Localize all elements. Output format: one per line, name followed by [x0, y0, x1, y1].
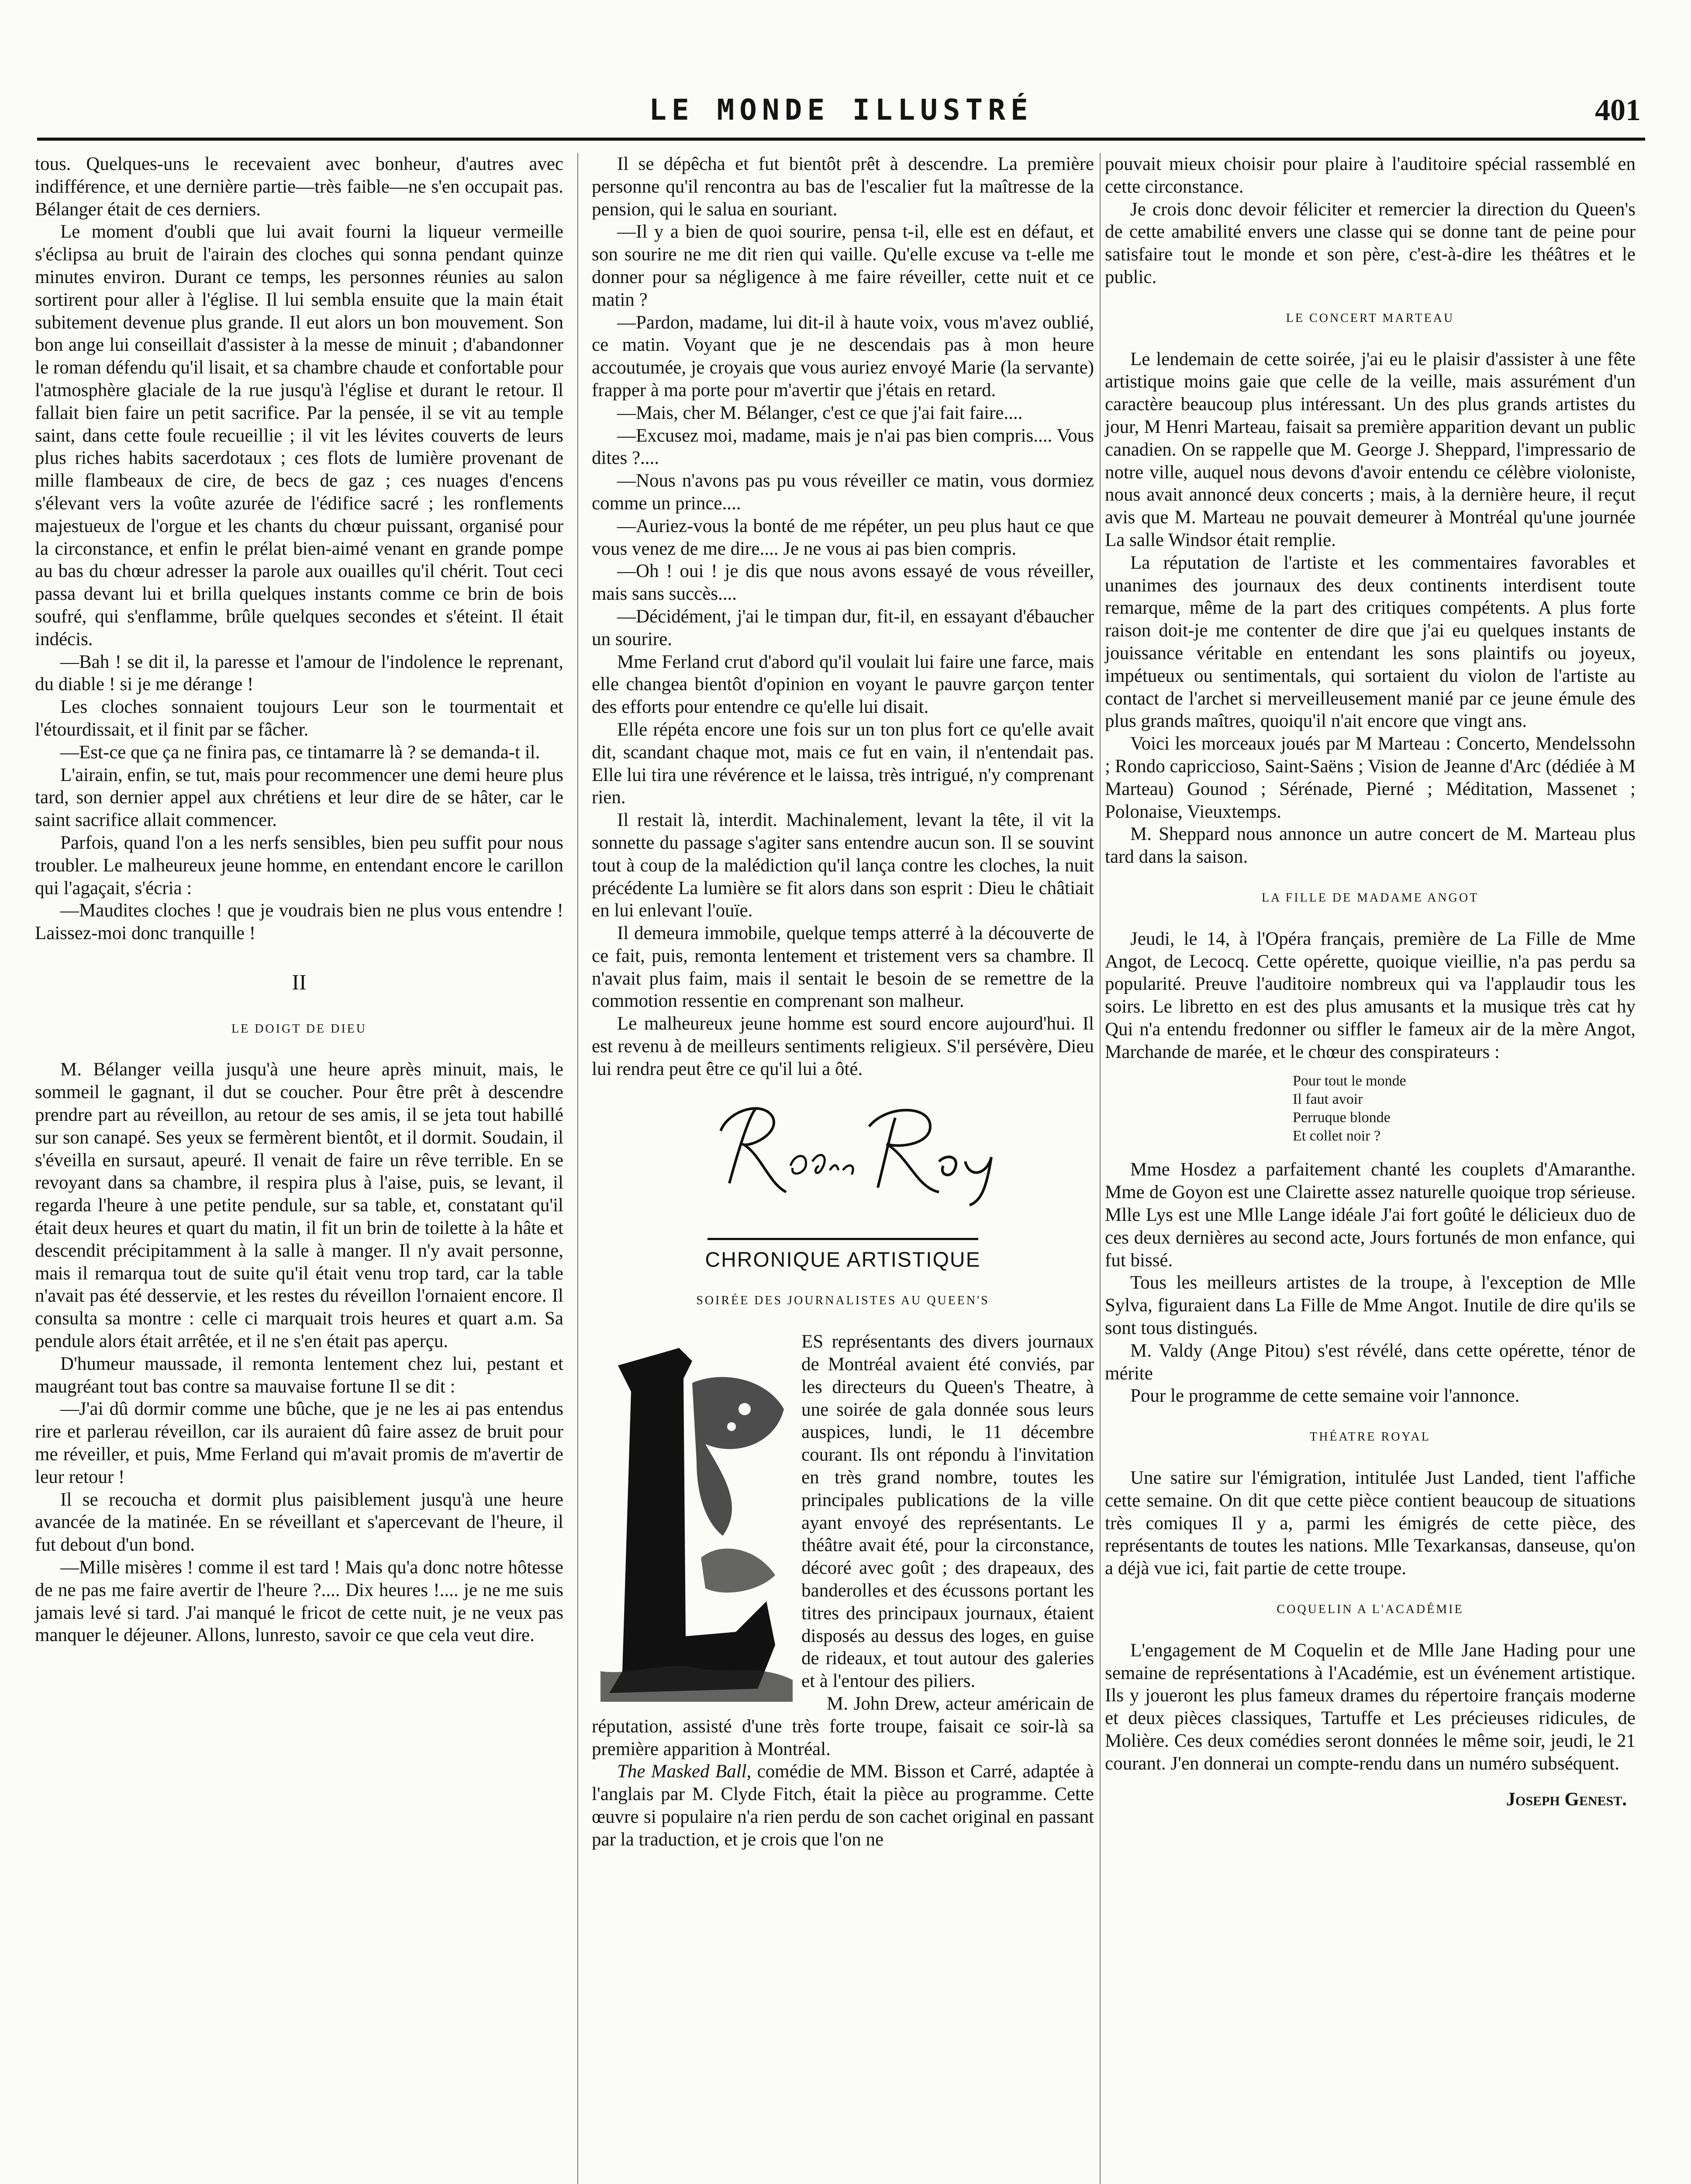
play-title: The Masked Ball, [617, 1761, 752, 1782]
song-verse [1293, 1072, 1636, 1145]
paragraph: Elle répéta encore une fois sur un ton plus fort ce qu'elle avait dit, scandant chaque mot, mais ce fut en vain, il n'entendait pas. Elle lui tira une révérence et le laissa, très intrigué, n'y comprenant rien. [592, 719, 1094, 808]
section-number: II [292, 969, 307, 994]
paragraph: La réputation de l'artiste et les commentaires favorables et unanimes des journaux des deux continents interdisent toute remarque, même de la part des critiques compétents. A plus forte raison doit-je me contenter de dire que j'ai eu quelques instants de jouissance véritable en entendant les sons plaintifs ou joyeux, impétueux ou sentimentals, qui sortaient du violon de l'artiste au contact de l'archet si merveilleusement manié par ce jeune émule des plus grands maîtres, quoiqu'il n'ait encore que vingt ans. [1105, 552, 1636, 732]
paragraph: Voici les morceaux joués par M Marteau : Concerto, Mendelssohn ; Rondo capriccioso, Saint-Saëns ; Vision de Jeanne d'Arc (dédiée à M Marteau) Gounod ; Sérénade, Pierné ; Méditation, Massenet ; Polonaise, Vieuxtemps. [1105, 733, 1636, 822]
section-divider [707, 1238, 978, 1240]
paragraph: —Décidément, j'ai le timpan dur, fit-il, en essayant d'ébaucher un sourire. [592, 606, 1094, 650]
paragraph: Il demeura immobile, quelque temps atterré à la découverte de ce fait, puis, remonta lentement et tristement vers sa chambre. Il n'avait plus faim, mais il sentait le besoin de se remettre de la commotion ressentie en comprenant son malheur. [592, 923, 1094, 1012]
drop-cap-illustration [592, 1330, 793, 1702]
section-title: LE DOIGT DE DIEU [231, 1022, 367, 1036]
paragraph: Il restait là, interdit. Machinalement, levant la tête, il vit la sonnette du passage s'agiter sans entendre aucun son. Il se souvint tout à coup de la malédiction qu'il lança contre les cloches, la nuit précédente La lumière se fit alors dans son esprit : Dieu le châtiait en lui enlevant l'ouïe. [592, 810, 1094, 921]
paragraph: —J'ai dû dormir comme une bûche, que je ne les ai pas entendus rire et parlerau réveillon, car ils auraient dû faire assez de bruit pour me réveiller, et puis, Mme Ferland qui m'avait promis de m'avertir de leur retour ! [35, 1399, 563, 1487]
coquelin-title: COQUELIN A L'ACADÉMIE [1277, 1603, 1464, 1617]
verse-line: Et collet noir ? [1293, 1128, 1381, 1144]
verse-line: Perruque blonde [1293, 1109, 1391, 1126]
page-number: 401 [1595, 93, 1641, 127]
paragraph: Le moment d'oubli que lui avait fourni la liqueur vermeille s'éclipsa au bruit de l'airain des cloches qui sonna pendant quinze minutes environ. Durant ce temps, les personnes réunies au salon sortirent pour aller à l'église. Il lui sembla ensuite que la main était subitement devenue plus grande. Il eut alors un bon mouvement. Son bon ange lui conseillait d'assister à la messe de minuit ; d'abandonner le roman défendu qu'il lisait, et sa chambre chaude et confortable pour l'atmosphère glaciale de la rue jusqu'à l'église et durant le retour. Il fallait bien faire un petit sacrifice. Par la pensée, il se vit au temple saint, dans cette foule recueillie ; il vit les lévites couverts de leurs plus riches habits sacerdotaux ; ces flots de lumière provenant de mille flambeaux de cire, de becs de gaz ; ces nuages d'encens s'élevant vers la voûte azurée de l'édifice sacré ; les ronflements majestueux de l'orgue et les chants du chœur puissant, organisé pour la circonstance, et enfin le prélat bien-aimé venant en grande pompe au bas du chœur adresser la parole aux ouailles qu'il chérit. Tout ceci passa devant lui et brilla quelques instants comme ce brin de bois soufré, qui s'enflamme, brûle quelques secondes et s'éteint. Il était indécis. [35, 221, 563, 650]
page-header [37, 90, 1645, 141]
paragraph: Tous les meilleurs artistes de la troupe, à l'exception de Mlle Sylva, figuraient dans La Fille de Mme Angot. Inutile de dire qu'ils se sont tous distingués. [1105, 1272, 1636, 1339]
paragraph: L'engagement de M Coquelin et de Mlle Jane Hading pour une semaine de représentations à l'Académie, est un événement artistique. Ils y joueront les plus fameux drames du répertoire français moderne et deux pièces classiques, Tartuffe et Les précieuses ridicules, de Molière. Ces deux comédies seront données le même soir, jeudi, le 21 courant. J'en donnerai un compte-rendu dans un numéro subséquent. [1105, 1640, 1636, 1774]
paragraph: Je crois donc devoir féliciter et remercier la direction du Queen's de cette amabilité envers une classe qui se donne tant de peine pour satisfaire tout le monde et son père, c'est-à-dire les théâtres et le public. [1105, 199, 1636, 287]
drop-cap-paragraph [592, 1330, 1094, 1693]
paragraph: pouvait mieux choisir pour plaire à l'auditoire spécial rassemblé en cette circonstance. [1105, 154, 1636, 197]
paragraph: —Bah ! se dit il, la paresse et l'amour de l'indolence le reprenant, du diable ! si je me dérange ! [35, 651, 563, 695]
paragraph: Mme Hosdez a parfaitement chanté les couplets d'Amaranthe. Mme de Goyon est une Clairette assez naturelle quoique trop sérieuse. Mlle Lys est une Mlle Lange idéale J'ai fort goûté le délicieux duo de ces deux dernières au second acte, Jours fortunés de mon enfance, qui fut bissé. [1105, 1159, 1636, 1271]
paragraph: —Excusez moi, madame, mais je n'ai pas bien compris.... Vous dites ?.... [592, 425, 1094, 469]
paragraph: ES représentants des divers journaux de Montréal avaient été conviés, par les directeurs du Queen's Theatre, à une soirée de gala donnée sous leurs auspices, lundi, le 11 décembre courant. Ils ont répondu à l'invitation en très grand nombre, toutes les principales publications de la ville ayant envoyé des représentants. Le théâtre avait été, pour la circonstance, décoré avec goût ; des drapeaux, des banderolles et des écussons portant les titres des principaux journaux, étaient disposés au dessus des loges, en guise de rideaux, et tout autour des galeries et à l'entour des piliers. [801, 1331, 1094, 1692]
paragraph: —Mais, cher M. Bélanger, c'est ce que j'ai fait faire.... [617, 402, 1023, 423]
paragraph-text: comédie de MM. Bisson et Carré, adaptée à l'anglais par M. Clyde Fitch, était la pièce au programme. Cette œuvre si populaire n'a rien perdu de son cachet original en passant par la traduction, et je crois que l'on ne [592, 1761, 1094, 1850]
paragraph: —Il y a bien de quoi sourire, pensa t-il, elle est en défaut, et son sourire ne me dit rien qui vaille. Qu'elle excuse va t-elle me donner pour sa négligence à me faire réveiller, cette nuit et ce matin ? [592, 221, 1094, 310]
paragraph: —Maudites cloches ! que je voudrais bien ne plus vous entendre ! Laissez-moi donc tranquille ! [35, 900, 563, 944]
paragraph: Il se dépêcha et fut bientôt prêt à descendre. La première personne qu'il rencontra au bas de l'escalier fut la maîtresse de la pension, qui le salua en souriant. [592, 154, 1094, 220]
author-byline: Joseph Genest. [1506, 1789, 1627, 1810]
paragraph: Parfois, quand l'on a les nerfs sensibles, bien peu suffit pour nous troubler. Le malheureux jeune homme, en entendant encore le carillon qui l'agaçait, s'écria : [35, 832, 563, 898]
paragraph: Mme Ferland crut d'abord qu'il voulait lui faire une farce, mais elle changea bientôt d'opinion en voyant le pauvre garçon tenter des efforts pour entendre ce qu'elle lui disait. [592, 651, 1094, 718]
signature-image [703, 1083, 1009, 1214]
paragraph: M. John Drew, acteur américain de réputation, assisté d'une très forte troupe, faisait ce soir-là sa première apparition à Montréal. [592, 1693, 1094, 1759]
column-rule [577, 153, 578, 2184]
paragraph: Une satire sur l'émigration, intitulée Just Landed, tient l'affiche cette semaine. On dit que cette pièce contient beaucoup de situations très comiques Il y a, parmi les émigrés de cette pièce, des représentants de toutes les nations. Mlle Texarkansas, danseuse, qu'on a déjà vue ici, fait partie de cette troupe. [1105, 1468, 1636, 1579]
paragraph: —Mille misères ! comme il est tard ! Mais qu'a donc notre hôtesse de ne pas me faire avertir de l'heure ?.... Dix heures !.... je ne me suis jamais levé si tard. J'ai manqué le fricot de cette nuit, je ne veux pas manquer le déjeuner. Allons, lunresto, savoir ce que cela veut dire. [35, 1557, 563, 1646]
author-signature [592, 1081, 1094, 1220]
paragraph: Il se recoucha et dormit plus paisiblement jusqu'à une heure avancée de la matinée. En se réveillant et s'apercevant de l'heure, il fut debout d'un bond. [35, 1489, 563, 1555]
marteau-title: LE CONCERT MARTEAU [1286, 311, 1455, 325]
paragraph: M. Sheppard nous annonce un autre concert de M. Marteau plus tard dans la saison. [1105, 824, 1636, 867]
column-rule [1100, 153, 1101, 2184]
paragraph: D'humeur maussade, il remonta lentement chez lui, pestant et maugréant tout bas contre sa mauvaise fortune Il se dit : [35, 1353, 563, 1397]
column-3 [1105, 153, 1636, 1811]
angot-title: LA FILLE DE MADAME ANGOT [1261, 891, 1479, 905]
column-2 [592, 153, 1094, 1851]
paragraph: Le lendemain de cette soirée, j'ai eu le plaisir d'assister à une fête artistique moins gaie que celle de la veille, mais assurément d'un caractère beaucoup plus intéressant. Un des plus grands artistes du jour, M Henri Marteau, faisait sa première apparition devant un public canadien. On se rappelle que M. George J. Sheppard, l'impressario de notre ville, auquel nous devons d'avoir entendu ce célèbre violoniste, nous avait annoncé deux concerts ; mais, à la dernière heure, il reçut avis que M. Marteau ne pouvait demeurer à Montréal qu'une journée La salle Windsor était remplie. [1105, 349, 1636, 550]
chronique-title: CHRONIQUE ARTISTIQUE [705, 1248, 981, 1272]
paragraph: Jeudi, le 14, à l'Opéra français, première de La Fille de Mme Angot, de Lecocq. Cette opérette, quoique vieillie, n'a pas perdu sa popularité. Preuve l'auditoire nombreux qui va l'applaudir tous les soirs. Le libretto en est des plus amusants et la musique très cat hy Qui n'a entendu fredonner ou siffler le fameux air de la mère Angot, Marchande de marée, et le chœur des conspirateurs : [1105, 928, 1636, 1062]
paragraph: tous. Quelques-uns le recevaient avec bonheur, d'autres avec indifférence, et une dernière partie—très faible—ne s'en occupait pas. Bélanger était de ces derniers. [35, 154, 563, 220]
royal-title: THÉATRE ROYAL [1310, 1430, 1431, 1444]
paragraph: —Oh ! oui ! je dis que nous avons essayé de vous réveiller, mais sans succès.... [592, 561, 1094, 605]
paragraph: Le malheureux jeune homme est sourd encore aujourd'hui. Il est revenu à de meilleurs sentiments religieux. S'il persévère, Dieu lui rendra peut être ce qu'il lui a ôté. [592, 1013, 1094, 1079]
paragraph: M. Valdy (Ange Pitou) s'est révélé, dans cette opérette, ténor de mérite [1105, 1340, 1636, 1384]
paragraph: L'airain, enfin, se tut, mais pour recommencer une demi heure plus tard, son dernier appel aux chrétiens et leur dire de se hâter, car le saint sacrifice allait commencer. [35, 764, 563, 831]
paragraph: —Pardon, madame, lui dit-il à haute voix, vous m'avez oublié, ce matin. Voyant que je ne descendais pas à mon heure accoutumée, je croyais que vous auriez envoyé Marie (la servante) frapper à ma porte pour m'avertir que j'étais en retard. [592, 312, 1094, 401]
paragraph [592, 1760, 1094, 1851]
verse-line: Il faut avoir [1293, 1091, 1363, 1108]
paragraph: M. Bélanger veilla jusqu'à une heure après minuit, mais, le sommeil le gagnant, il dut se coucher. Pour être prêt à descendre prendre part au réveillon, au retour de ses amis, il se jeta tout habillé sur son canapé. Ses yeux se fermèrent bientôt, et il dormit. Soudain, il s'éveilla en sursaut, apeuré. Il venait de faire un rêve terrible. En se revoyant dans sa chambre, il respira plus à l'aise, puis, se levant, il regarda l'heure à une petite pendule, sur sa table, et, constatant qu'il était deux heures et quart du matin, il fit un brin de toilette à la hâte et descendit précipitamment à la salle à manger. Il n'y avait personne, mais il remarqua tout de suite qu'il était venu trop tard, car la table n'avait pas été desservie, et les restes du réveillon l'ornaient encore. Il consulta sa montre : celle ci marquait trois heures et quart a.m. Sa pendule alors était arrêtée, et il ne s'en était pas aperçu. [35, 1059, 563, 1352]
paragraph: Les cloches sonnaient toujours Leur son le tourmentait et l'étourdissait, et il finit par se fâcher. [35, 697, 563, 740]
verse-line: Pour tout le monde [1293, 1073, 1406, 1089]
paragraph: Pour le programme de cette semaine voir l'annonce. [1130, 1386, 1520, 1406]
paragraph: —Auriez-vous la bonté de me répéter, un peu plus haut ce que vous venez de me dire.... Je ne vous ai pas bien compris. [592, 515, 1094, 559]
masthead-title: LE MONDE ILLUSTRÉ [649, 93, 1033, 127]
soiree-title: SOIRÉE DES JOURNALISTES AU QUEEN'S [696, 1294, 990, 1308]
paragraph: —Nous n'avons pas pu vous réveiller ce matin, vous dormiez comme un prince.... [592, 470, 1094, 514]
column-1 [35, 153, 563, 1647]
paragraph: —Est-ce que ça ne finira pas, ce tintamarre là ? se demanda-t il. [60, 742, 540, 763]
